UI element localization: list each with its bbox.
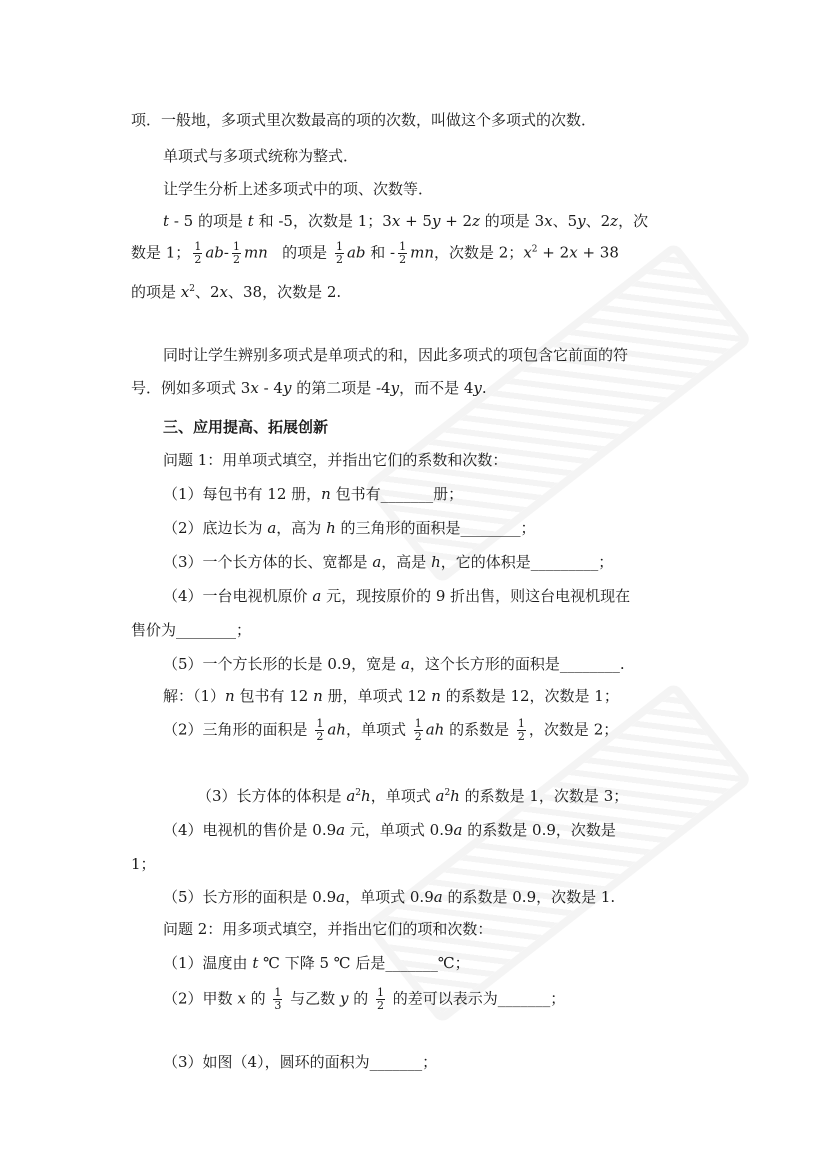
text: 元，单项式 0.9 bbox=[349, 821, 454, 839]
text-line: 1； bbox=[131, 855, 156, 873]
text: 元，现按原价的 9 折出售，则这台电视机现在 bbox=[326, 587, 631, 605]
var: mn bbox=[243, 243, 268, 262]
text: （3）长方体的体积是 bbox=[197, 787, 342, 805]
text-line: 同时让学生辨别多项式是单项式的和，因此多项式的项包含它前面的符 bbox=[163, 346, 629, 364]
text-line bbox=[163, 653, 625, 675]
text-line: 项．一般地，多项式里次数最高的项的次数，叫做这个多项式的次数． bbox=[131, 111, 597, 129]
text: （2）甲数 bbox=[163, 989, 233, 1008]
var: a bbox=[433, 888, 443, 906]
var: h bbox=[326, 519, 336, 537]
var: t bbox=[252, 954, 259, 972]
var: h bbox=[431, 553, 441, 571]
text: 和 -5，次数是 1；3 bbox=[258, 212, 392, 230]
text: 的系数是 12，次数是 1； bbox=[445, 687, 619, 705]
var: a bbox=[312, 587, 322, 605]
text: ，高为 bbox=[276, 519, 322, 537]
var: x bbox=[180, 283, 190, 301]
var: a bbox=[453, 821, 463, 839]
text-line bbox=[163, 952, 470, 974]
text: （5）长方形的面积是 0.9 bbox=[163, 888, 337, 906]
text: ，单项式 bbox=[370, 787, 431, 805]
var: a bbox=[267, 519, 277, 537]
fraction: $\frac{1}{2}$ bbox=[316, 717, 324, 743]
text: 数是 1； bbox=[131, 243, 191, 262]
text: 、2 bbox=[585, 212, 611, 230]
var: ah bbox=[327, 720, 346, 739]
var: h bbox=[450, 787, 460, 805]
var: n bbox=[313, 687, 323, 705]
text-line bbox=[163, 210, 648, 232]
var: ab bbox=[346, 243, 366, 262]
text: ℃ 下降 5 ℃ 后是_______℃； bbox=[263, 954, 470, 972]
text: ，而不是 4 bbox=[399, 379, 474, 397]
text: + 2 bbox=[542, 243, 570, 262]
text-line bbox=[163, 819, 616, 841]
var: mn bbox=[410, 243, 434, 262]
text-line bbox=[131, 241, 619, 266]
text: + 38 bbox=[582, 243, 619, 262]
var: x bbox=[544, 212, 553, 230]
text: ，高是 bbox=[381, 553, 427, 571]
text-line bbox=[163, 585, 630, 607]
text: - bbox=[223, 243, 229, 262]
text-line: 售价为________； bbox=[131, 621, 252, 639]
text: 的差可以表示为_______； bbox=[392, 989, 566, 1008]
text-line: 单项式与多项式统称为整式． bbox=[163, 147, 359, 165]
text-line: 问题 1：用单项式填空，并指出它们的系数和次数： bbox=[163, 451, 508, 469]
fraction: $\frac{1}{2}$ bbox=[377, 986, 385, 1012]
text: + 2 bbox=[445, 212, 473, 230]
text-line bbox=[197, 785, 628, 807]
text: 的项是 bbox=[282, 243, 328, 262]
var: z bbox=[610, 212, 619, 230]
var: a bbox=[336, 821, 346, 839]
var: h bbox=[361, 787, 371, 805]
text: 的三角形的面积是________； bbox=[340, 519, 536, 537]
text: ，次数是 2； bbox=[434, 243, 524, 262]
var: y bbox=[473, 379, 482, 397]
var: t bbox=[247, 212, 254, 230]
text: 、5 bbox=[552, 212, 578, 230]
exponent: 2 bbox=[444, 788, 451, 798]
var: x bbox=[391, 212, 401, 230]
text-line bbox=[131, 281, 341, 303]
exponent: 2 bbox=[355, 788, 362, 798]
text: （5）一个方长形的长是 0.9，宽是 bbox=[163, 655, 397, 673]
fraction: $\frac{1}{2}$ bbox=[232, 240, 240, 266]
text: ，次 bbox=[618, 212, 649, 230]
text: + 5 bbox=[405, 212, 432, 230]
text: 的项是 bbox=[131, 283, 177, 301]
text: （4）电视机的售价是 0.9 bbox=[163, 821, 337, 839]
var: n bbox=[321, 485, 331, 503]
text: . bbox=[481, 379, 487, 397]
var: y bbox=[339, 989, 349, 1008]
text: 的系数是 0.9，次数是 bbox=[467, 821, 616, 839]
text: （2）底边长为 bbox=[163, 519, 263, 537]
text: 的系数是 bbox=[449, 720, 510, 739]
text-line bbox=[163, 718, 618, 743]
text: ，它的体积是_________； bbox=[440, 553, 614, 571]
text-line bbox=[163, 987, 565, 1012]
var: x bbox=[569, 243, 578, 262]
var: n bbox=[225, 687, 235, 705]
text: （1）每包书有 12 册， bbox=[163, 485, 322, 503]
text: （2）三角形的面积是 bbox=[163, 720, 308, 739]
fraction: $\frac{1}{2}$ bbox=[399, 240, 407, 266]
text: （3）一个长方体的长、宽都是 bbox=[163, 553, 368, 571]
fraction: $\frac{1}{3}$ bbox=[274, 986, 282, 1012]
text: - 5 的项是 bbox=[173, 212, 243, 230]
text: （1）温度由 bbox=[163, 954, 248, 972]
exponent: 2 bbox=[189, 284, 195, 294]
var: x bbox=[237, 989, 246, 1008]
text: 的 bbox=[250, 989, 266, 1008]
var: y bbox=[282, 379, 292, 397]
var: z bbox=[472, 212, 481, 230]
var: y bbox=[577, 212, 586, 230]
text: 的项是 3 bbox=[484, 212, 545, 230]
fraction: $\frac{1}{2}$ bbox=[194, 240, 202, 266]
text: 和 - bbox=[370, 243, 396, 262]
text: ，这个长方形的面积是________. bbox=[409, 655, 625, 673]
var: a bbox=[400, 655, 410, 673]
text-line: （3）如图（4），圆环的面积为_______； bbox=[163, 1053, 438, 1071]
var: ab bbox=[205, 243, 224, 262]
section-heading: 三、应用提高、拓展创新 bbox=[163, 418, 329, 436]
text-line: 让学生分析上述多项式中的项、次数等． bbox=[163, 180, 434, 198]
text: 的 bbox=[353, 989, 369, 1008]
text: 包书有 12 bbox=[239, 687, 309, 705]
text: 的系数是 0.9，次数是 1. bbox=[447, 888, 616, 906]
var: x bbox=[250, 379, 259, 397]
text-line bbox=[163, 886, 615, 908]
text: 解：（1） bbox=[163, 687, 226, 705]
var: y bbox=[431, 212, 441, 230]
var: y bbox=[390, 379, 400, 397]
text-line bbox=[131, 377, 487, 399]
text-line bbox=[163, 517, 536, 539]
var: a bbox=[346, 787, 356, 805]
exponent: 2 bbox=[531, 244, 538, 255]
fraction: $\frac{1}{2}$ bbox=[335, 240, 343, 266]
text: 与乙数 bbox=[290, 989, 336, 1008]
fraction: $\frac{1}{2}$ bbox=[517, 717, 525, 743]
text: - 4 bbox=[263, 379, 283, 397]
var: t bbox=[163, 212, 170, 230]
text-line: 问题 2：用多项式填空，并指出它们的项和次数： bbox=[163, 920, 493, 938]
text: 、38，次数是 2. bbox=[228, 283, 342, 301]
text-line bbox=[163, 685, 619, 707]
text: 册，单项式 12 bbox=[327, 687, 427, 705]
text: 的第二项是 -4 bbox=[296, 379, 391, 397]
var: a bbox=[372, 553, 382, 571]
text: 的系数是 1，次数是 3； bbox=[464, 787, 629, 805]
var: x bbox=[523, 243, 532, 262]
var: a bbox=[336, 888, 346, 906]
text: ，次数是 2； bbox=[528, 720, 619, 739]
text: 号．例如多项式 3 bbox=[131, 379, 251, 397]
text-line bbox=[163, 551, 613, 573]
text: 、2 bbox=[195, 283, 220, 301]
var: n bbox=[431, 687, 441, 705]
text: ，单项式 0.9 bbox=[345, 888, 434, 906]
var: ah bbox=[425, 720, 445, 739]
text: 包书有_______册； bbox=[335, 485, 464, 503]
text: （4）一台电视机原价 bbox=[163, 587, 308, 605]
text-line bbox=[163, 483, 463, 505]
fraction: $\frac{1}{2}$ bbox=[414, 717, 422, 743]
var: x bbox=[219, 283, 229, 301]
text: ，单项式 bbox=[345, 720, 406, 739]
var: a bbox=[435, 787, 445, 805]
